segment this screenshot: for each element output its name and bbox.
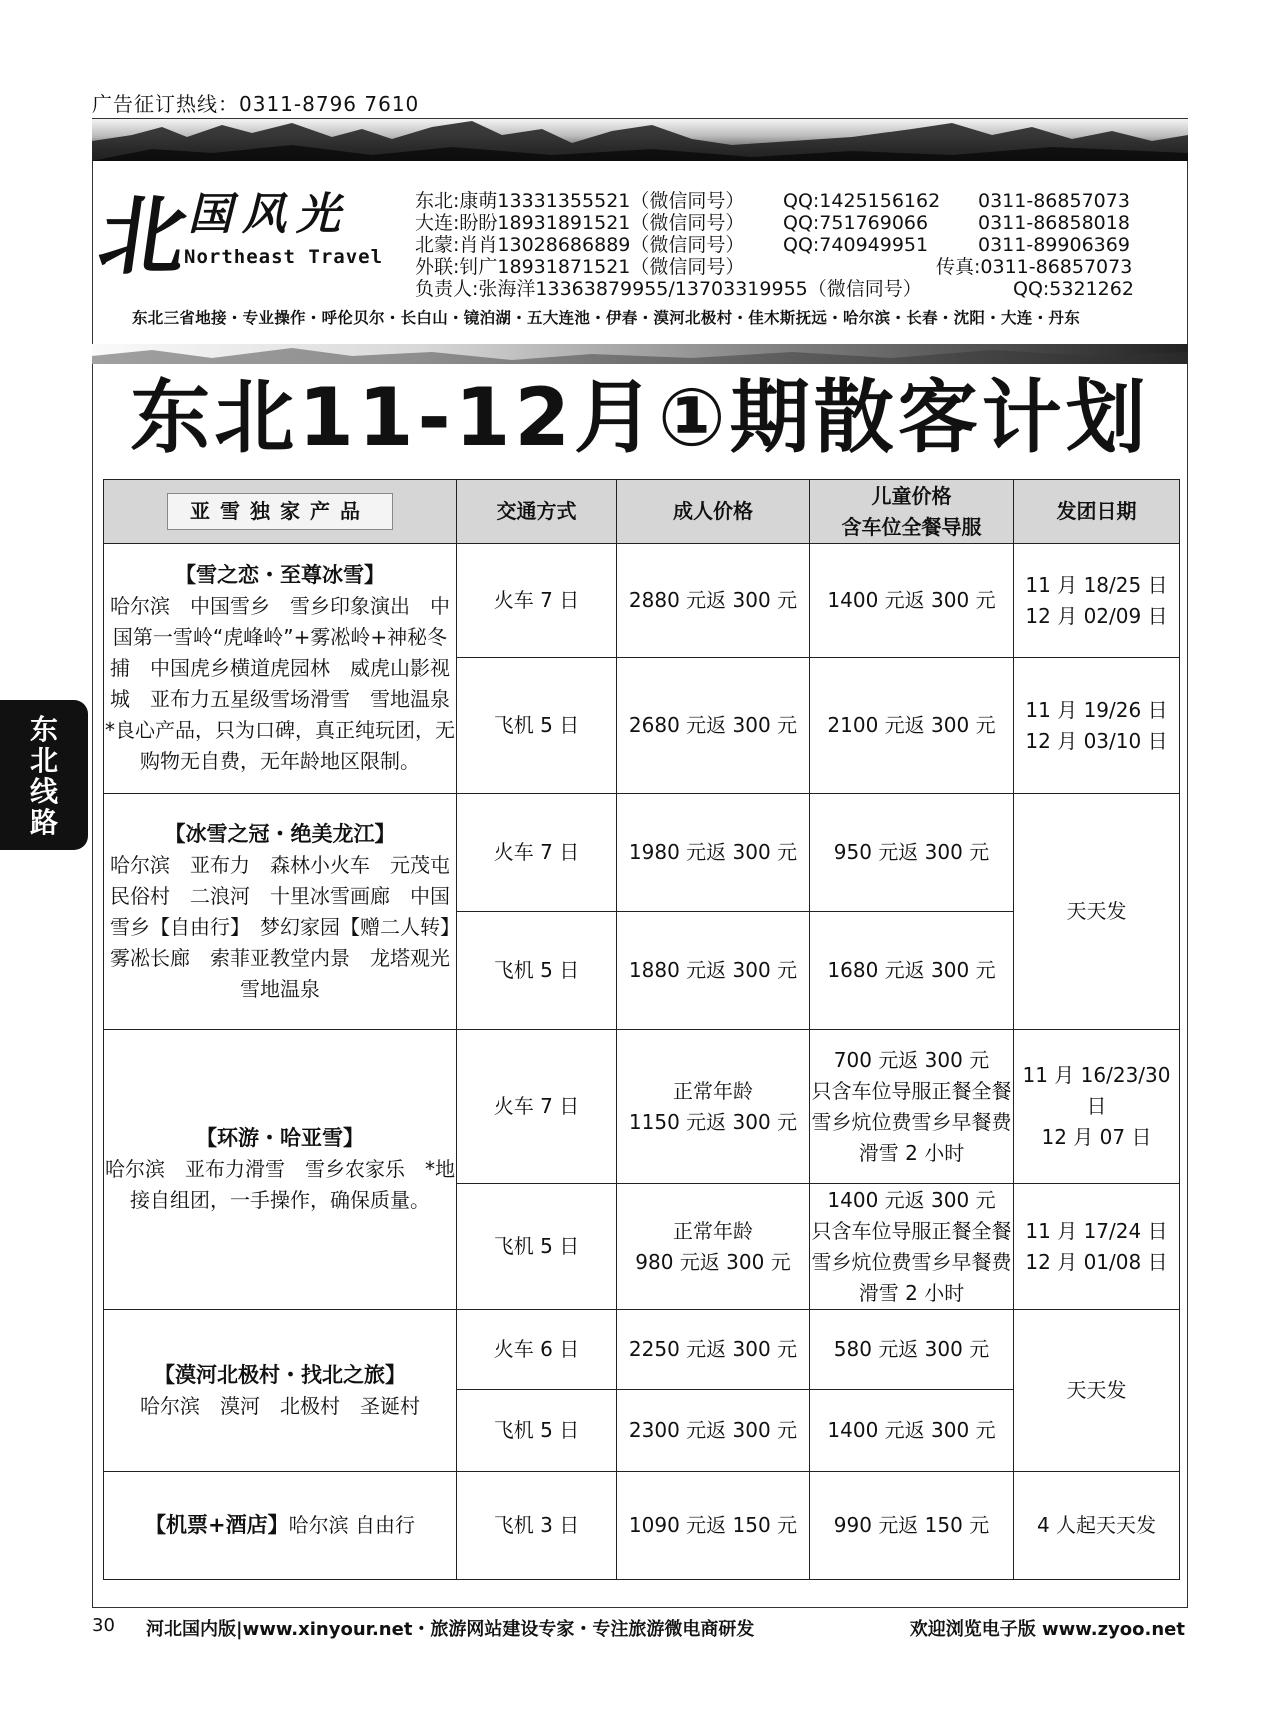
contact-qq-2: QQ:751769066 [783,212,929,234]
departure-dates-cell: 天天发 [1014,1310,1180,1472]
table-row [104,1472,1180,1580]
adult-price-cell: 1980 元返 300 元 [617,794,810,912]
side-tab-char: 线 [29,775,58,808]
adult-price: 980 元返 300 元 [635,1249,791,1274]
adult-price-cell: 2250 元返 300 元 [617,1310,810,1390]
header-transport: 交通方式 [457,480,617,544]
child-price-cell: 1400 元返 300 元 [810,1390,1014,1472]
product-itinerary: 哈尔滨 亚布力滑雪 雪乡农家乐 *地接自组团，一手操作，确保质量。 [105,1157,455,1212]
child-price: 700 元返 300 元 [833,1047,990,1072]
header-adult-price: 成人价格 [617,480,810,544]
date-line: 12 月 03/10 日 [1025,728,1168,753]
table-row [104,1310,1180,1390]
footer-right-text: 欢迎浏览电子版 www.zyoo.net [909,1619,1185,1640]
child-note: 滑雪 2 小时 [858,1280,965,1305]
transport-cell: 飞机 5 日 [457,1390,617,1472]
child-note: 只含车位导服正餐全餐 [811,1218,1012,1243]
side-tab-char: 北 [29,744,58,777]
child-note: 雪乡炕位费雪乡早餐费 [811,1109,1012,1134]
product-description [104,794,470,1030]
product-title: 【环游・哈亚雪】 [196,1126,364,1150]
child-price-cell: 950 元返 300 元 [810,794,1014,912]
date-line: 11 月 16/23/30 日 [1022,1063,1171,1118]
departure-dates-cell: 天天发 [1014,794,1180,1030]
departure-dates-cell [1014,1030,1180,1184]
product-title: 【冰雪之冠・绝美龙江】 [164,821,396,846]
product-description [104,1472,457,1580]
date-line: 12 月 02/09 日 [1025,603,1168,628]
departure-dates-cell [1014,544,1180,658]
table-row [104,1030,1180,1184]
side-tab-northeast-routes [0,700,88,850]
child-note: 只含车位导服正餐全餐 [811,1078,1012,1103]
adult-age-note: 正常年龄 [673,1218,753,1243]
date-line: 11 月 18/25 日 [1025,572,1168,597]
adult-price-cell: 1880 元返 300 元 [617,912,810,1030]
product-title: 【漠河北极村・找北之旅】 [154,1362,406,1387]
transport-cell: 火车 7 日 [457,1030,617,1184]
contact-qq-3: QQ:740949951 [783,234,929,256]
contact-label-1: 东北:康萌13331355521（微信同号） [415,190,745,212]
contact-label-5: 负责人:张海洋13363879955/13703319955（微信同号） [415,278,922,300]
contact-fax: 传真:0311-86857073 [936,256,1133,278]
product-itinerary: 哈尔滨 自由行 [288,1513,415,1537]
header-child-line2: 含车位全餐导服 [841,514,982,539]
transport-cell: 火车 7 日 [457,544,617,658]
table-header-row [104,480,1180,544]
date-line: 11 月 19/26 日 [1025,697,1168,722]
product-itinerary: 哈尔滨 亚布力 森林小火车 元茂屯民俗村 二浪河 十里冰雪画廊 中国雪乡【自由行】 梦幻家园【赠二人转】 雾凇长廊 索菲亚教堂内景 龙塔观光 雪地温泉 [110,852,470,1001]
product-title: 【机票+酒店】 [145,1513,289,1537]
company-logo [92,172,388,302]
product-itinerary: 哈尔滨 中国雪乡 雪乡印象演出 中国第一雪岭“虎峰岭”+雾凇岭+神秘冬捕 中国虎乡横道虎园林 威虎山影视城 亚布力五星级雪场滑雪 雪地温泉 *良心产品，只为口碑，真正纯玩团，无购物无自费，无年龄地区限制。 [105,594,470,773]
table-row [104,544,1180,658]
page-headline: 东北11-12月①期散客计划 [130,371,1150,464]
product-description [104,544,470,794]
logo-chinese-text: 国风光 [188,189,350,240]
contact-label-4: 外联:钊广18931871521（微信同号） [415,256,745,278]
mountain-banner-top [92,119,1188,161]
adult-price-cell: 1090 元返 150 元 [617,1472,810,1580]
brand-header [104,480,457,544]
transport-cell: 飞机 5 日 [457,1184,617,1310]
header-departure-dates: 发团日期 [1014,480,1180,544]
child-price-cell: 1400 元返 300 元 [810,544,1014,658]
product-title: 【雪之恋・至尊冰雪】 [175,563,385,587]
adult-price-cell: 2880 元返 300 元 [617,544,810,658]
departure-dates-cell [1014,658,1180,794]
transport-cell: 火车 6 日 [457,1310,617,1390]
date-line: 12 月 07 日 [1041,1125,1152,1149]
contact-qq-1: QQ:1425156162 [783,190,941,212]
child-note: 滑雪 2 小时 [858,1140,965,1165]
footer-left-text: 河北国内版|www.xinyour.net・旅游网站建设专家・专注旅游微电商研发 [146,1619,755,1640]
adult-price-cell [617,1184,810,1310]
tour-plan-table [103,479,1180,1580]
table-row [104,794,1180,912]
contact-phone-3: 0311-89906369 [978,234,1130,256]
header-child-line1: 儿童价格 [871,483,952,508]
child-price-cell: 1680 元返 300 元 [810,912,1014,1030]
contact-phone-1: 0311-86857073 [978,190,1130,212]
page-number: 30 [92,1615,115,1636]
child-price: 1400 元返 300 元 [827,1187,996,1212]
child-price-cell [810,1030,1014,1184]
product-description [104,1310,457,1472]
contact-qq-5: QQ:5321262 [1013,278,1134,300]
departure-dates-cell [1014,1184,1180,1310]
transport-cell: 飞机 5 日 [457,658,617,794]
transport-cell: 火车 7 日 [457,794,617,912]
child-price-cell: 990 元返 150 元 [810,1472,1014,1580]
logo-english-text: Northeast Travel [184,246,384,268]
side-tab-char: 路 [29,806,58,839]
brand-label: 亚雪独家产品 [167,493,393,530]
routes-line: 东北三省地接・专业操作・呼伦贝尔・长白山・镜泊湖・五大连池・伊春・漠河北极村・佳木斯抚远・哈尔滨・长春・沈阳・大连・丹东 [132,308,1081,327]
product-itinerary: 哈尔滨 漠河 北极村 圣诞村 [140,1393,420,1418]
logo-big-character: 北 [92,186,194,287]
date-line: 12 月 01/08 日 [1025,1249,1168,1274]
child-note: 雪乡炕位费雪乡早餐费 [811,1249,1012,1274]
adult-price: 1150 元返 300 元 [628,1109,798,1134]
transport-cell: 飞机 5 日 [457,912,617,1030]
adult-price-cell: 2300 元返 300 元 [617,1390,810,1472]
ad-hotline: 广告征订热线：0311-8796 7610 [92,92,420,116]
contact-label-2: 大连:盼盼18931891521（微信同号） [415,212,745,234]
side-tab-char: 东 [29,713,58,746]
date-line: 11 月 17/24 日 [1025,1218,1168,1243]
contact-phone-2: 0311-86858018 [978,212,1130,234]
adult-price-cell [617,1030,810,1184]
child-price-cell [810,1184,1014,1310]
departure-dates-cell: 4 人起天天发 [1014,1472,1180,1580]
product-description [104,1030,457,1310]
adult-price-cell: 2680 元返 300 元 [617,658,810,794]
child-price-cell: 2100 元返 300 元 [810,658,1014,794]
mountain-banner-bottom [92,344,1188,364]
child-price-cell: 580 元返 300 元 [810,1310,1014,1390]
contact-label-3: 北蒙:肖肖13028686889（微信同号） [415,234,745,256]
transport-cell: 飞机 3 日 [457,1472,617,1580]
adult-age-note: 正常年龄 [673,1078,753,1103]
header-child-price [810,480,1014,544]
